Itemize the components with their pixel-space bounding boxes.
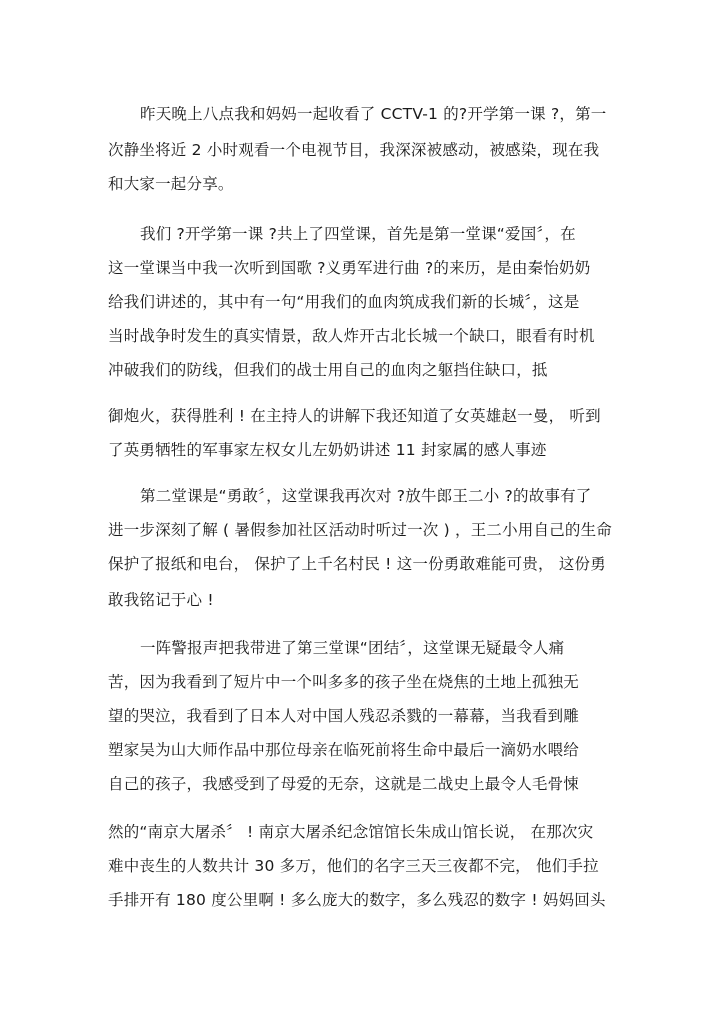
text-line: 苦，因为我看到了短片中一个叫多多的孩子坐在烧焦的土地上孤独无 <box>108 673 580 691</box>
text-line: 望的哭泣，我看到了日本人对中国人残忍杀戮的一幕幕，当我看到雕 <box>108 707 580 725</box>
text-line: 进一步深刻了解 ( 暑假参加社区活动时听过一次 ) ，王二小用自己的生命 <box>108 521 613 539</box>
text-line: 次静坐将近 2 小时观看一个电视节目，我深深被感动，被感染，现在我 <box>108 141 600 159</box>
text-line: 保护了报纸和电台， 保护了上千名村民 ! 这一份勇敢难能可贵， 这份勇 <box>108 555 606 573</box>
text-line: 手排开有 180 度公里啊 ! 多么庞大的数字，多么残忍的数字 ! 妈妈回头 <box>108 891 606 909</box>
text-line: 一阵警报声把我带进了第三堂课“团结〞，这堂课无疑最令人痛 <box>140 639 565 657</box>
text-line: 自己的孩子，我感受到了母爱的无奈，这就是二战史上最令人毛骨悚 <box>108 775 580 793</box>
text-line: 第二堂课是“勇敢〞，这堂课我再次对 ?放牛郎王二小 ?的故事有了 <box>140 487 592 505</box>
text-line: 御炮火，获得胜利 ! 在主持人的讲解下我还知道了女英雄赵一曼， 听到 <box>108 407 601 425</box>
text-line: 然的“南京大屠杀〞 ! 南京大屠杀纪念馆馆长朱成山馆长说， 在那次灾 <box>108 823 594 841</box>
text-line: 给我们讲述的，其中有一句“用我们的血肉筑成我们新的长城〞，这是 <box>108 293 580 311</box>
text-line: 难中丧生的人数共计 30 多万，他们的名字三天三夜都不完， 他们手拉 <box>108 857 599 875</box>
text-line: 冲破我们的防线，但我们的战士用自己的血肉之躯挡住缺口，抵 <box>108 361 548 379</box>
text-line: 昨天晚上八点我和妈妈一起收看了 CCTV-1 的?开学第一课 ?，第一 <box>140 105 607 123</box>
text-line: 和大家一起分享。 <box>108 175 234 193</box>
text-line: 这一堂课当中我一次听到国歌 ?义勇军进行曲 ?的来历，是由秦怡奶奶 <box>108 259 591 277</box>
text-line: 了英勇牺牲的军事家左权女儿左奶奶讲述 11 封家属的感人事迹 <box>108 441 547 459</box>
text-line: 当时战争时发生的真实情景，敌人炸开古北长城一个缺口，眼看有时机 <box>108 327 595 345</box>
text-line: 我们 ?开学第一课 ?共上了四堂课，首先是第一堂课“爱国〞，在 <box>140 225 576 243</box>
text-line: 敢我铭记于心 ! <box>108 591 214 609</box>
text-line: 塑家吴为山大师作品中那位母亲在临死前将生命中最后一滴奶水喂给 <box>108 741 580 759</box>
